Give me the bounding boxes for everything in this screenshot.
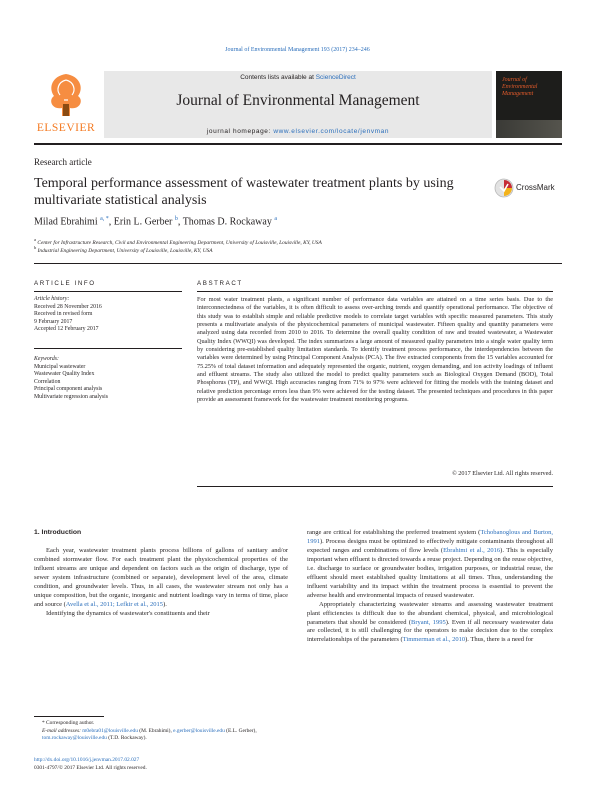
intro-text: ). [163,600,167,608]
contents-prefix: Contents lists available at [240,74,316,81]
citation-link[interactable]: Avella et al., 2011; Lefkir et al., 2015 [65,600,164,608]
article-title: Temporal performance assessment of wastewater treatment plants by using multivariate statistical analysis [34,176,454,208]
keywords [34,356,174,402]
journal-homepage [104,128,492,135]
intro-paragraph [34,547,288,610]
intro-text: ). This is especially important when effluent is directed towards a reuse project. Depending on the reuse objective, i.e. discharge to surface or groundwater bodies, irrigation purposes, or industrial reuse, the effluent should meet established quality limitations at all times. Thus, understanding the influent variability and its impact within the treatment process is essential to prevent the adverse health and environmental impacts of reused wastewater. [307,546,553,599]
affiliation-marker: a [34,237,36,242]
keyword: Municipal wastewater [34,363,86,370]
keyword: Correlation [34,378,61,385]
homepage-link[interactable]: www.elsevier.com/locate/jenvman [273,128,390,135]
citation-link[interactable]: Timmerman et al., 2010 [402,636,466,644]
history-line: Received 28 November 2016 [34,303,102,310]
elsevier-logo [34,70,98,136]
intro-paragraph [307,601,553,646]
abstract-bottom-rule [197,486,553,487]
author-name: , Erin L. Gerber [108,216,173,228]
keyword: Wastewater Quality Index [34,371,95,378]
author-affiliation-marker[interactable]: a [274,216,278,222]
journal-cover-thumbnail [496,71,562,138]
author-affiliation-marker[interactable]: b [174,216,178,222]
history-line: Received in revised form [34,311,93,318]
abstract-text: For most water treatment plants, a significant number of performance data variables are attained on a time series basis. Due to the interconnectedness of the variables, it is often difficult to assess over-arching trends and quantify operational performance. The objective of this study was to establish simple and reliable predictive models to correlate target variables with specific measured parameters. This study presents a multivariate analysis of the physicochemical parameters of municipal wastewater. Fifteen quality and quantity parameters were analyzed using data recorded from 2010 to 2016. To determine the overall quality condition of raw and treated wastewater, a Wastewater Quality Index (WWQI) was developed. The index summarizes a large amount of measured quality parameters into a single water quality term by considering pre-established quality limitation standards. To identify treatment process performance, the interdependencies between the variables were determined by using Principal Component Analysis (PCA). The five extracted components from the 15 variables accounted for 75.25% of total dataset information and adequately represented the organic, nutrient, oxygen demanding, and ion activity loadings of influent and effluent streams. The study also utilized the model to predict quality parameters such as Biological Oxygen Demand (BOD), Total Phosphorus (TP), and WWQI. High accuracies ranging from 71% to 97% were achieved for fitting the models with the training dataset and relative prediction percentage errors less than 9% were achieved for the testing dataset. The presented techniques and procedures in this paper provide an assessment framework for the wastewater treatment monitoring programs. [197,296,553,404]
email-label: E-mail addresses: [42,727,83,734]
doi-link[interactable]: http://dx.doi.org/10.1016/j.jenvman.2017.02.027 [34,757,140,763]
intro-text: ). Thus, there is a need for [465,636,534,644]
left-column [34,547,288,619]
author-name: , Thomas D. Rockaway [177,216,272,228]
article-history [34,296,174,334]
email-addresses [34,728,288,743]
page-footer [34,757,147,772]
journal-title: Journal of Environmental Management [176,92,420,109]
history-line: 9 February 2017 [34,318,73,325]
affiliation-text: Center for Infrastructure Research, Civil and Environmental Engineering Department, University of Louisville, Louisville, KY, USA [37,239,322,246]
article-type: Research article [34,157,92,167]
homepage-prefix: journal homepage: [206,128,274,135]
right-column [307,529,553,645]
affiliation [34,245,213,254]
author-affiliation-marker[interactable]: a, * [100,216,109,222]
intro-text: Appropriately characterizing wastewater streams and assessing wastewater treatment plant efficiencies is difficult due to the abundant chemical, physical, and microbiological parameters that should be considered ( [307,600,553,626]
author-name: Milad Ebrahimi [34,216,98,228]
publisher-name: ELSEVIER [36,122,96,134]
keyword: Multivariate regression analysis [34,393,109,400]
affiliation-text: Industrial Engineering Department, University of Louisville, Louisville, KY, USA [37,247,213,254]
citation-link[interactable]: Bryant, 1995 [411,618,446,626]
citation-link[interactable]: Ebrahimi et al., 2016 [443,546,501,554]
contents-line [104,74,492,81]
abstract-heading: ABSTRACT [197,280,243,287]
elsevier-tree-icon [42,70,90,118]
email-owner: (M. Ebrahimi), [137,727,174,734]
issn-copyright: 0301-4797/© 2017 Elsevier Ltd. All rights reserved. [34,764,147,771]
footnote-divider [34,716,104,717]
abstract-rule [197,291,553,292]
article-info-heading: ARTICLE INFO [34,280,96,287]
email-link[interactable]: tom.rockaway@louisville.edu [42,735,107,741]
email-link[interactable]: m0ebra01@louisville.edu [82,727,138,734]
crossmark-icon [494,178,514,198]
header-divider [34,143,562,145]
sciencedirect-link[interactable]: ScienceDirect [315,74,356,81]
crossmark-badge[interactable] [494,178,562,198]
abstract-copyright: © 2017 Elsevier Ltd. All rights reserved. [452,470,553,477]
intro-paragraph: Identifying the dynamics of wastewater's constituents and their [46,609,210,617]
corresponding-author-note: * Corresponding author. [42,720,95,726]
history-label: Article history: [34,296,70,302]
citation-link[interactable]: Tchobanoglous and Burton, 1991 [307,529,553,545]
affiliation-divider [34,263,562,264]
cover-band [496,120,562,138]
intro-text: ). Even if all necessary wastewater data are collected, it is still challenging for the operators to make decision due to the complex interrelationships of the parameters ( [307,618,553,644]
email-link[interactable]: e.gerber@louisville.edu [173,727,225,734]
email-owner: (T.D. Rockaway). [106,735,147,741]
journal-reference[interactable]: Journal of Environmental Management 193 (2017) 234–246 [225,47,370,53]
keyword: Principal component analysis [34,386,103,393]
footnotes [34,720,288,743]
intro-text: range are critical for establishing the preferred treatment system ( [307,529,481,536]
introduction-heading: 1. Introduction [34,529,82,536]
history-divider [34,348,182,349]
email-owner: (E.L. Gerber), [224,727,257,734]
intro-text: Each year, wastewater treatment plants process billions of gallons of sanitary and/or combined stormwater flow. For each treatment plant the physicochemical properties of the influent streams are unique and dependent on factors such as the origin of discharge, type of sewer system infrastructure (combined or separate), development level of the area, climate condition, and groundwater levels. Thus, in all cases, the wastewater stream not only has a unique composition, but the organic, inorganic and nutrient loadings vary in terms of time, place and source ( [34,547,288,608]
intro-text: ). Process designs must be optimized to effectively mitigate contaminants throughout all expected ranges and combinations of flow levels ( [307,537,553,554]
affiliation-marker: b [34,245,37,250]
keywords-label: Keywords: [34,356,59,362]
crossmark-label: CrossMark [516,183,555,192]
author-list [34,216,277,227]
cover-title: Journal of Environmental Management [502,77,538,97]
intro-paragraph [307,529,553,601]
history-line: Accepted 12 February 2017 [34,326,99,333]
article-info-rule [34,291,182,292]
